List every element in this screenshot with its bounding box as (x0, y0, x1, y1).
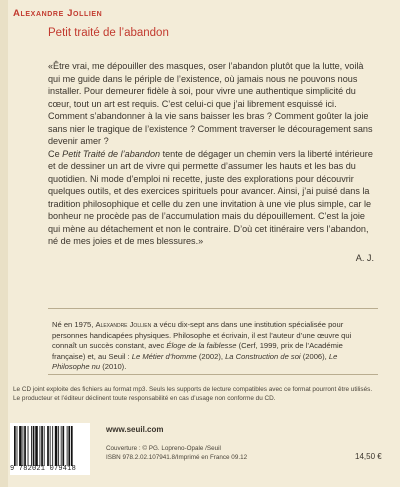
barcode-bar (47, 426, 49, 466)
barcode-icon (14, 426, 86, 466)
bio-text: (Cerf, 1999, prix de l’Académie française) et, au Seuil : (52, 341, 343, 361)
bio-book: Le Métier d’homme (131, 351, 197, 361)
back-cover-quote (48, 60, 378, 264)
author-name: Alexandre Jollien (13, 8, 103, 19)
quote-book-title: Petit Traité de l’abandon (62, 148, 161, 159)
quote-paragraph-2 (48, 148, 378, 248)
barcode-bar (33, 426, 35, 466)
bio-book: Éloge de la faiblesse (166, 341, 237, 351)
barcode-bar (61, 426, 62, 466)
divider-top (48, 308, 378, 309)
barcode-bar (24, 426, 26, 466)
barcode-bar (14, 426, 16, 466)
cd-notice (13, 385, 393, 403)
barcode-bar (67, 426, 68, 466)
bio-text: (2006), (300, 351, 329, 361)
cd-notice-line: Le CD joint exploite des fichiers au format mp3. Seuls les supports de lecture compatibles avec ce format pourront être utilisés. (13, 386, 373, 393)
bio-text: a vécu dix-sept ans dans une institution spécialisée pour personnes handicapées physiques. Philosophe et écrivain, il est l’auteur d’une œuvre qui connaît un succès constant, avec (52, 320, 352, 351)
bio-book: La Construction de soi (225, 351, 301, 361)
quote-text: tente de dégager un chemin vers la liberté intérieure et de dessiner un art de vivre qui permette d’assumer les hauts et les bas du quotidien. Ni mode d’emploi ni recette, juste des explorations pour découvrir quelques outils, et des exercices spirituels pour avancer. Ainsi, j’ai puisé dans la tradition philosophique et celle du zen une invitation à une vie plus simple, car le bonheur ne procède pas de l’accumulation mais du dépouillement. C’est la joie qui mène au détachement et non le contraire. D’où cet itinéraire vers l’abandon, né de mes joies et de mes blessures.» (48, 148, 373, 246)
quote-text: Ce (48, 148, 63, 159)
quote-paragraph-1: «Être vrai, me dépouiller des masques, oser l’abandon plutôt que la lutte, voilà qui me guide dans le périple de l’existence, où jamais nous ne pouvons nous installer. Pour demeurer fidèle à soi, pour vivre une authentique simplicité du cœur, tout un art est requis. C’est celui-ci que j’ai librement esquissé ici. Comment s’abandonner à la vie sans baisser les bras ? Comment goûter la joie sans nier le tragique de l’existence ? Comment traverser le découragement sans devenir amer ? (48, 61, 373, 146)
barcode-bar (58, 426, 59, 466)
divider-bottom (48, 374, 378, 375)
barcode-bar (23, 426, 24, 466)
barcode-bar (17, 426, 18, 466)
barcode-bar (50, 426, 51, 466)
barcode-bar (41, 426, 43, 466)
author-bio (52, 320, 376, 373)
barcode-bar (28, 426, 29, 466)
barcode-bar (71, 426, 73, 466)
bio-text: (2002), (196, 351, 226, 361)
barcode-number: 9 782021 079418 (10, 465, 77, 473)
barcode-bar (44, 426, 45, 466)
barcode-bar (40, 426, 41, 466)
quote-signature: A. J. (355, 252, 374, 263)
barcode-bar (31, 426, 32, 466)
bio-author-name: Alexandre Jollien (95, 320, 152, 329)
barcode-bar (62, 426, 64, 466)
bio-text: Né en 1975, (52, 320, 96, 329)
barcode-bar (68, 426, 70, 466)
cd-notice-line: Le producteur et l’éditeur déclinent toute responsabilité en cas d’usage non conforme du CD. (13, 395, 276, 402)
website: www.seuil.com (106, 425, 164, 434)
price: 14,50 € (355, 452, 382, 461)
barcode-bar (19, 426, 22, 466)
barcode-bar (52, 426, 53, 466)
spine-stripe (0, 0, 8, 487)
isbn-line: ISBN 978.2.02.107941.8/Imprimé en France 09.12 (106, 454, 248, 461)
bio-book: Le Philosophe nu (52, 351, 338, 372)
cover-credit: Couverture : © PG. Lopreno-Opale /Seuil (106, 445, 221, 452)
barcode-bar (55, 426, 58, 466)
barcode-bar (35, 426, 38, 466)
credits (106, 444, 247, 462)
bio-text: (2010). (100, 362, 127, 372)
book-title: Petit traité de l’abandon (48, 27, 169, 39)
